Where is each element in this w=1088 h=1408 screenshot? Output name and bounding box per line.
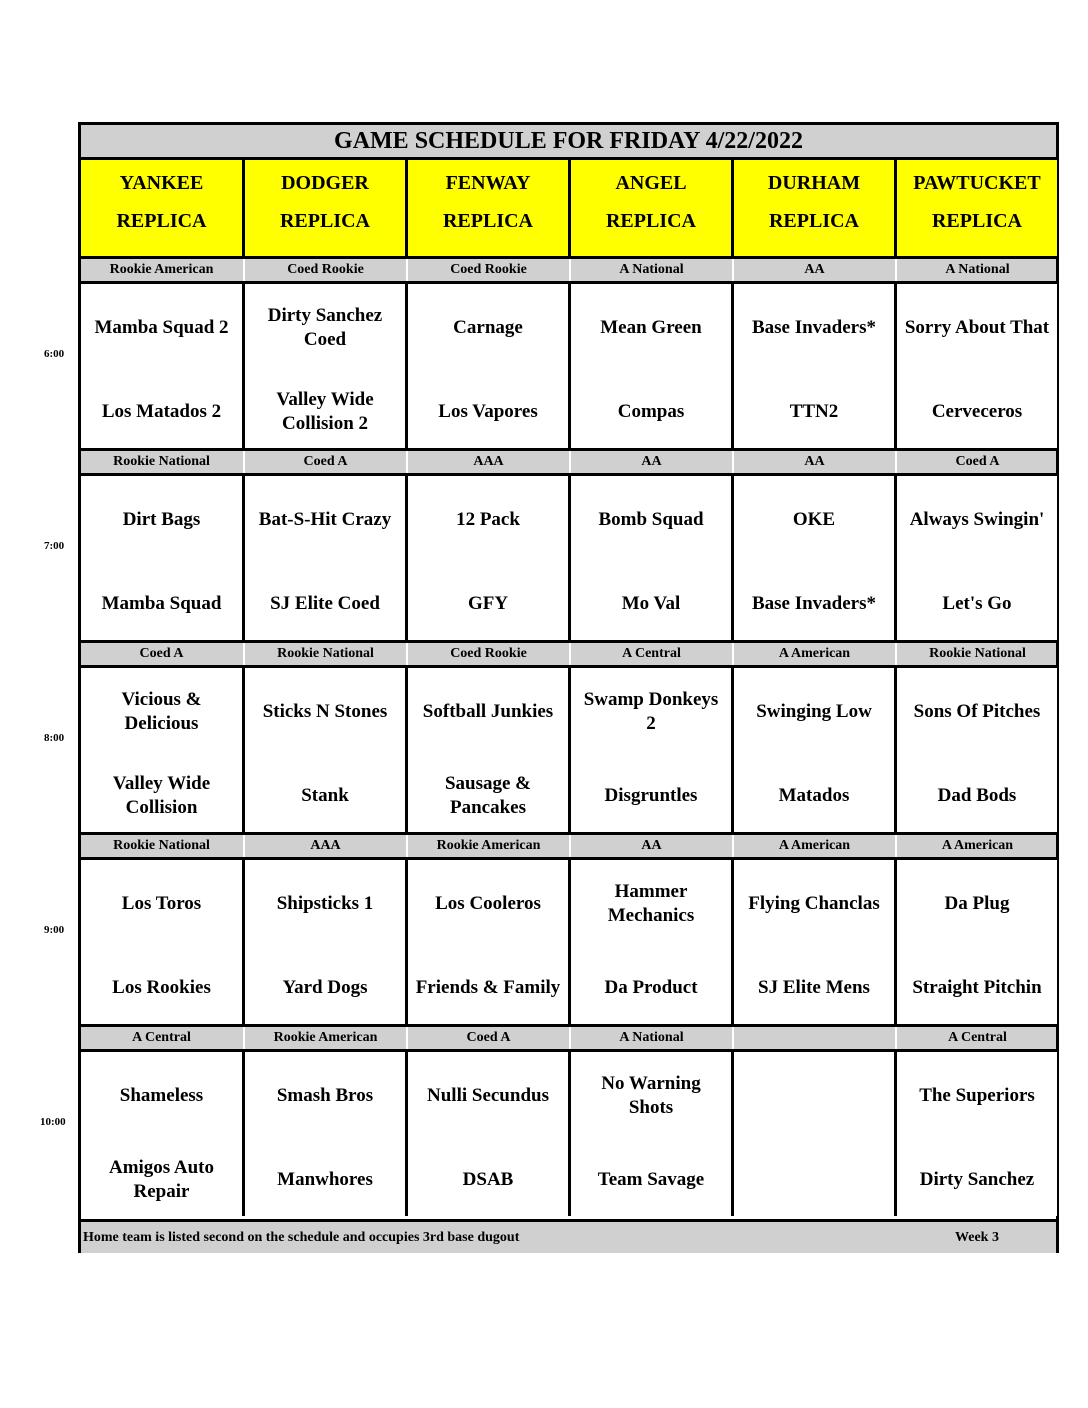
game-cell bbox=[405, 476, 568, 640]
game-row bbox=[81, 860, 1056, 1024]
time-label: 9:00 bbox=[44, 924, 65, 936]
game-cell bbox=[405, 284, 568, 448]
game-cell bbox=[242, 1052, 405, 1216]
away-team: Smash Bros bbox=[276, 1085, 374, 1106]
home-team: Los Matados 2 bbox=[101, 401, 222, 422]
home-team: Friends & Family bbox=[415, 977, 561, 998]
game-cell bbox=[731, 1052, 894, 1216]
game-cell bbox=[731, 476, 894, 640]
home-team: Da Product bbox=[604, 977, 698, 998]
footer bbox=[81, 1219, 1056, 1253]
division-label: A Central bbox=[569, 643, 732, 665]
field-name: ANGEL bbox=[615, 172, 687, 194]
away-team: Los Toros bbox=[121, 893, 202, 914]
division-label: AA bbox=[732, 451, 895, 473]
time-label: 10:00 bbox=[40, 1116, 66, 1128]
away-team: Sticks N Stones bbox=[262, 701, 388, 722]
away-team: Bomb Squad bbox=[598, 509, 704, 530]
away-team: Base Invaders* bbox=[751, 317, 877, 338]
division-label: Coed A bbox=[895, 451, 1058, 473]
division-label: Coed Rookie bbox=[406, 643, 569, 665]
game-cell bbox=[81, 284, 242, 448]
away-team: Carnage bbox=[453, 317, 523, 338]
home-team: SJ Elite Coed bbox=[270, 593, 380, 614]
division-label: Coed A bbox=[406, 1027, 569, 1049]
field-name: PAWTUCKET bbox=[913, 172, 1041, 194]
division-label: A American bbox=[895, 835, 1058, 857]
home-team bbox=[734, 1150, 894, 1210]
division-label: Rookie American bbox=[109, 262, 214, 277]
home-team: Dad Bods bbox=[937, 785, 1017, 806]
away-team: Swamp Donkeys 2 bbox=[583, 689, 719, 734]
away-team: Mean Green bbox=[600, 317, 702, 338]
field-header-row bbox=[81, 160, 1056, 256]
away-team: Flying Chanclas bbox=[748, 893, 880, 914]
away-team: Shipsticks 1 bbox=[276, 893, 374, 914]
time-label: 7:00 bbox=[44, 540, 65, 552]
game-cell bbox=[242, 476, 405, 640]
game-cell bbox=[568, 668, 731, 832]
away-team: Mamba Squad 2 bbox=[94, 317, 229, 338]
game-cell bbox=[894, 284, 1057, 448]
away-team: The Superiors bbox=[919, 1085, 1035, 1106]
home-team: Compas bbox=[617, 401, 685, 422]
field-name: DODGER bbox=[281, 172, 369, 194]
game-cell bbox=[405, 1052, 568, 1216]
home-team: Matados bbox=[778, 785, 850, 806]
game-cell bbox=[81, 668, 242, 832]
home-team: Valley Wide Collision 2 bbox=[276, 389, 374, 434]
home-team: Disgruntles bbox=[604, 785, 698, 806]
home-team: Valley Wide Collision bbox=[112, 773, 211, 818]
division-label: A Central bbox=[895, 1027, 1058, 1049]
game-row bbox=[81, 476, 1056, 640]
home-team: GFY bbox=[467, 593, 509, 614]
game-cell bbox=[568, 284, 731, 448]
division-label: AA bbox=[569, 451, 732, 473]
field-subtitle: REPLICA bbox=[768, 210, 859, 232]
home-team: SJ Elite Mens bbox=[758, 977, 870, 998]
field-subtitle: REPLICA bbox=[442, 210, 533, 232]
away-team bbox=[734, 1066, 894, 1126]
game-cell bbox=[894, 668, 1057, 832]
schedule-table bbox=[78, 122, 1059, 1253]
away-team: Swinging Low bbox=[756, 701, 872, 722]
away-team: Da Plug bbox=[944, 893, 1010, 914]
away-team: Vicious & Delicious bbox=[121, 689, 202, 734]
field-subtitle: REPLICA bbox=[931, 210, 1022, 232]
division-row bbox=[81, 256, 1056, 284]
home-team: Mo Val bbox=[621, 593, 681, 614]
game-cell bbox=[731, 284, 894, 448]
division-label bbox=[732, 1027, 895, 1049]
game-cell bbox=[568, 1052, 731, 1216]
home-team: Straight Pitchin bbox=[912, 977, 1042, 998]
game-cell bbox=[568, 476, 731, 640]
away-team: Shameless bbox=[119, 1085, 204, 1106]
home-team: Let's Go bbox=[942, 593, 1012, 614]
home-team: Stank bbox=[301, 785, 349, 806]
away-team: Hammer Mechanics bbox=[607, 881, 695, 926]
week-label: Week 3 bbox=[955, 1230, 999, 1245]
division-label: A American bbox=[732, 835, 895, 857]
field-name: YANKEE bbox=[119, 172, 204, 194]
home-team: Team Savage bbox=[597, 1169, 705, 1190]
home-team: Amigos Auto Repair bbox=[108, 1157, 215, 1202]
game-cell bbox=[242, 668, 405, 832]
field-header-yankee bbox=[81, 160, 242, 256]
division-label: Rookie National bbox=[895, 643, 1058, 665]
field-header-durham bbox=[731, 160, 894, 256]
game-row bbox=[81, 668, 1056, 832]
division-label: Rookie National bbox=[113, 838, 210, 853]
division-label: Rookie American bbox=[406, 835, 569, 857]
division-label: A National bbox=[569, 259, 732, 281]
home-team: TTN2 bbox=[789, 401, 839, 422]
game-cell bbox=[731, 668, 894, 832]
field-header-fenway bbox=[405, 160, 568, 256]
time-label: 6:00 bbox=[44, 348, 65, 360]
division-label: AA bbox=[569, 835, 732, 857]
away-team: 12 Pack bbox=[456, 509, 520, 530]
home-team: Manwhores bbox=[277, 1169, 373, 1190]
home-team: Los Rookies bbox=[112, 977, 211, 998]
division-label: A American bbox=[732, 643, 895, 665]
game-cell bbox=[81, 860, 242, 1024]
home-team: Yard Dogs bbox=[282, 977, 368, 998]
game-cell bbox=[568, 860, 731, 1024]
game-cell bbox=[894, 1052, 1057, 1216]
division-row bbox=[81, 1024, 1056, 1052]
division-label: A National bbox=[895, 259, 1058, 281]
home-team: Base Invaders* bbox=[751, 593, 877, 614]
away-team: Dirt Bags bbox=[122, 509, 201, 530]
away-team: Nulli Secundus bbox=[427, 1085, 549, 1106]
game-cell bbox=[405, 668, 568, 832]
home-team: Cerveceros bbox=[931, 401, 1023, 422]
field-header-pawtucket bbox=[894, 160, 1057, 256]
game-cell bbox=[894, 860, 1057, 1024]
home-team: DSAB bbox=[462, 1169, 514, 1190]
game-cell bbox=[81, 1052, 242, 1216]
field-name: DURHAM bbox=[767, 172, 861, 194]
division-label: AA bbox=[732, 259, 895, 281]
page-title: GAME SCHEDULE FOR FRIDAY 4/22/2022 bbox=[81, 125, 1056, 160]
game-row bbox=[81, 284, 1056, 448]
home-team: Mamba Squad bbox=[101, 593, 222, 614]
game-cell bbox=[894, 476, 1057, 640]
home-team: Dirty Sanchez bbox=[919, 1169, 1035, 1190]
field-header-angel bbox=[568, 160, 731, 256]
away-team: Los Cooleros bbox=[435, 893, 541, 914]
away-team: Always Swingin' bbox=[909, 509, 1045, 530]
field-name: FENWAY bbox=[445, 172, 531, 194]
division-label: A National bbox=[569, 1027, 732, 1049]
field-subtitle: REPLICA bbox=[605, 210, 696, 232]
game-cell bbox=[242, 860, 405, 1024]
away-team: Bat-S-Hit Crazy bbox=[258, 509, 392, 530]
game-row bbox=[81, 1052, 1056, 1216]
game-cell bbox=[405, 860, 568, 1024]
division-label: Coed Rookie bbox=[406, 259, 569, 281]
home-team: Los Vapores bbox=[438, 401, 538, 422]
field-header-dodger bbox=[242, 160, 405, 256]
away-team: Sorry About That bbox=[904, 317, 1050, 338]
away-team: Dirty Sanchez Coed bbox=[267, 305, 383, 350]
division-label: Coed Rookie bbox=[243, 259, 406, 281]
field-subtitle: REPLICA bbox=[279, 210, 370, 232]
field-subtitle: REPLICA bbox=[116, 210, 207, 232]
division-label: Rookie National bbox=[243, 643, 406, 665]
division-label: Rookie American bbox=[243, 1027, 406, 1049]
division-row bbox=[81, 832, 1056, 860]
footer-note: Home team is listed second on the schedule and occupies 3rd base dugout bbox=[83, 1230, 520, 1245]
division-label: AAA bbox=[243, 835, 406, 857]
away-team: OKE bbox=[792, 509, 836, 530]
division-label: Rookie National bbox=[113, 454, 210, 469]
division-label: A Central bbox=[132, 1030, 191, 1045]
game-cell bbox=[81, 476, 242, 640]
division-label: Coed A bbox=[139, 646, 184, 661]
game-cell bbox=[242, 284, 405, 448]
division-row bbox=[81, 640, 1056, 668]
home-team: Sausage & Pancakes bbox=[444, 773, 532, 818]
away-team: Sons Of Pitches bbox=[913, 701, 1041, 722]
division-label: AAA bbox=[406, 451, 569, 473]
division-row bbox=[81, 448, 1056, 476]
away-team: Softball Junkies bbox=[422, 701, 554, 722]
division-label: Coed A bbox=[243, 451, 406, 473]
game-cell bbox=[731, 860, 894, 1024]
away-team: No Warning Shots bbox=[601, 1073, 701, 1118]
time-label: 8:00 bbox=[44, 732, 65, 744]
